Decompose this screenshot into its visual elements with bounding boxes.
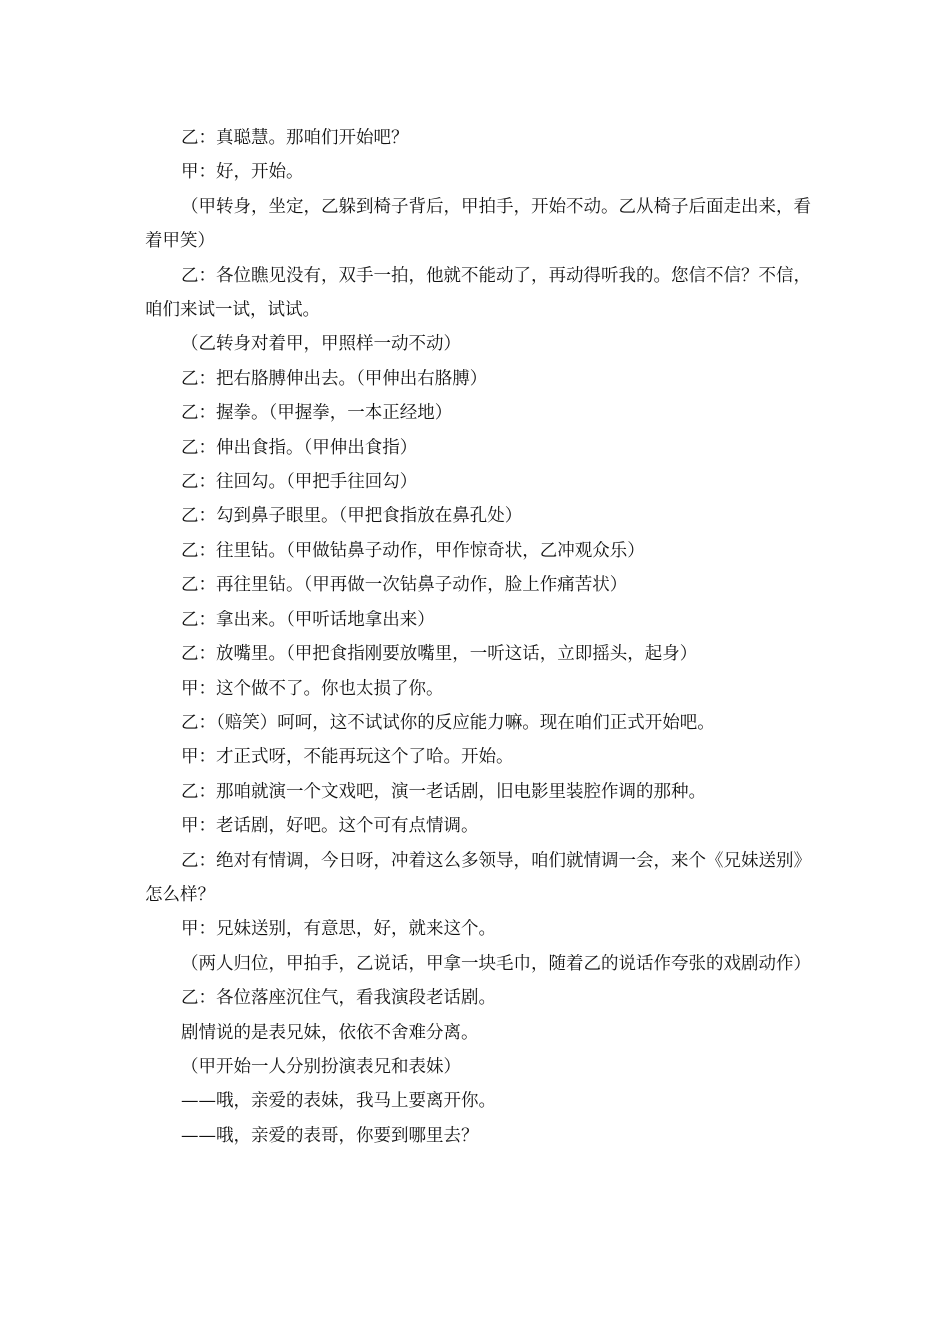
paragraph-17: 甲：才正式呀，不能再玩这个了哈。开始。 <box>181 747 514 768</box>
paragraph-9: 乙：往回勾。（甲把手往回勾） <box>181 472 418 493</box>
paragraph-4: 乙：各位瞧见没有，双手一拍，他就不能动了，再动得听我的。您信不信？不信，咱们来试一试，试试。 <box>145 265 811 321</box>
paragraph-27: ——哦，亲爱的表哥，你要到哪里去？ <box>181 1125 479 1146</box>
paragraph-19: 甲：老话剧，好吧。这个可有点情调。 <box>181 816 479 837</box>
paragraph-18: 乙：那咱就演一个文戏吧，演一老话剧，旧电影里装腔作调的那种。 <box>181 781 706 802</box>
paragraph-22: （两人归位，甲拍手，乙说话，甲拿一块毛巾，随着乙的说话作夸张的戏剧动作） <box>181 953 811 974</box>
script-body <box>145 121 815 1153</box>
paragraph-15: 甲：这个做不了。你也太损了你。 <box>181 678 444 699</box>
paragraph-1: 乙：真聪慧。那咱们开始吧？ <box>181 128 409 148</box>
paragraph-13: 乙：拿出来。（甲听话地拿出来） <box>181 609 435 630</box>
paragraph-24: 剧情说的是表兄妹，依依不舍难分离。 <box>181 1022 479 1043</box>
paragraph-21: 甲：兄妹送别，有意思，好，就来这个。 <box>181 919 496 940</box>
paragraph-16: 乙：（赔笑）呵呵，这不试试你的反应能力嘛。现在咱们正式开始吧。 <box>181 712 715 733</box>
paragraph-10: 乙：勾到鼻子眼里。（甲把食指放在鼻孔处） <box>181 506 523 527</box>
paragraph-8: 乙：伸出食指。（甲伸出食指） <box>181 437 418 458</box>
paragraph-5: （乙转身对着甲，甲照样一动不动） <box>181 334 461 355</box>
paragraph-6: 乙：把右胳膊伸出去。（甲伸出右胳膊） <box>181 368 488 389</box>
paragraph-25: （甲开始一人分别扮演表兄和表妹） <box>181 1056 461 1077</box>
paragraph-7: 乙：握拳。（甲握拳，一本正经地） <box>181 403 453 424</box>
paragraph-14: 乙：放嘴里。（甲把食指刚要放嘴里，一听这话，立即摇头，起身） <box>181 644 698 665</box>
paragraph-26: ——哦，亲爱的表妹，我马上要离开你。 <box>181 1091 496 1112</box>
paragraph-20: 乙：绝对有情调，今日呀，冲着这么多领导，咱们就情调一会，来个《兄妹送别》怎么样？ <box>145 850 811 905</box>
paragraph-11: 乙：往里钻。（甲做钻鼻子动作，甲作惊奇状，乙冲观众乐） <box>181 540 645 561</box>
paragraph-12: 乙：再往里钻。（甲再做一次钻鼻子动作，脸上作痛苦状） <box>181 575 628 596</box>
paragraph-23: 乙：各位落座沉住气，看我演段老话剧。 <box>181 988 496 1009</box>
paragraph-3: （甲转身，坐定，乙躲到椅子背后，甲拍手，开始不动。乙从椅子后面走出来，看着甲笑） <box>145 196 811 252</box>
paragraph-2: 甲：好，开始。 <box>181 162 304 183</box>
